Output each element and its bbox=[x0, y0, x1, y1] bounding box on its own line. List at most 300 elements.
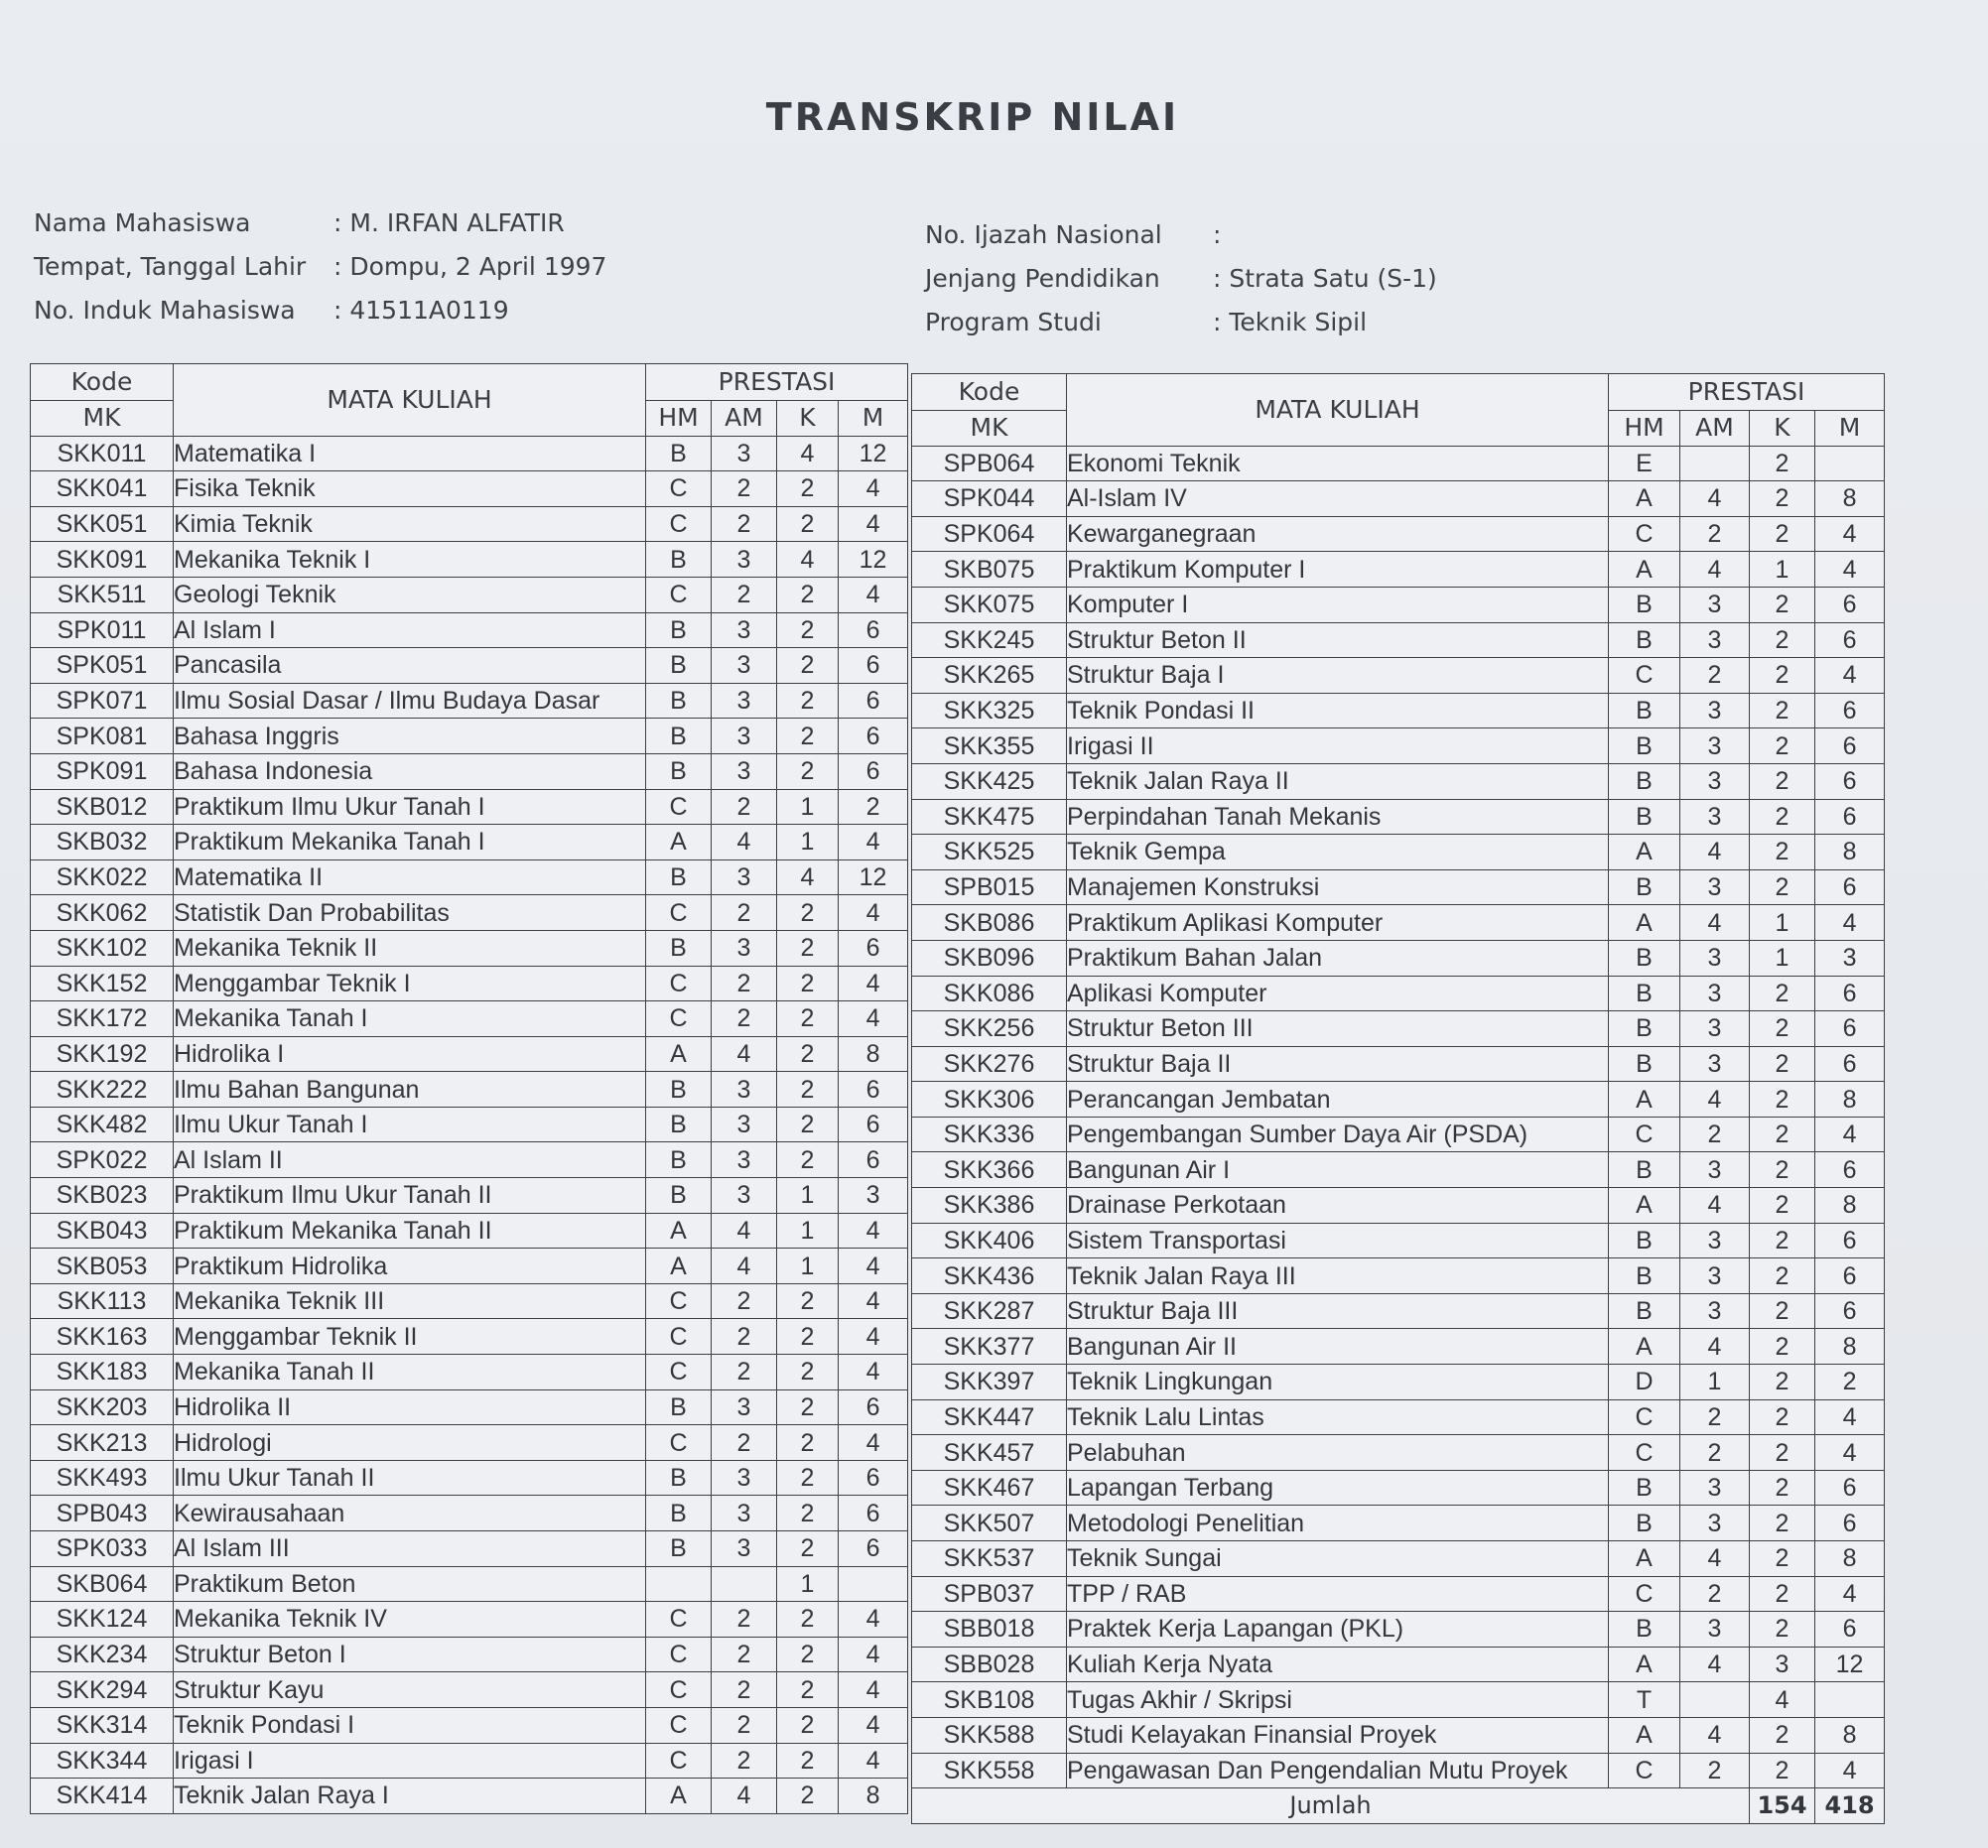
total-credits: 154 bbox=[1750, 1788, 1815, 1824]
header-mk: MK bbox=[31, 401, 174, 437]
grade-point: 3 bbox=[1680, 587, 1750, 622]
grade-point: 3 bbox=[712, 612, 777, 648]
quality-points: 3 bbox=[839, 1178, 908, 1214]
credits: 3 bbox=[1750, 1647, 1815, 1682]
quality-points: 6 bbox=[839, 648, 908, 684]
grade-letter: C bbox=[1609, 1117, 1680, 1152]
table-row bbox=[31, 1178, 908, 1214]
course-name: Al Islam I bbox=[174, 612, 646, 648]
course-code: SKK256 bbox=[912, 1011, 1067, 1047]
grade-point: 3 bbox=[712, 1389, 777, 1425]
quality-points: 6 bbox=[839, 1460, 908, 1496]
table-row bbox=[912, 693, 1885, 728]
grade-letter: B bbox=[646, 753, 712, 789]
course-name: Struktur Beton III bbox=[1067, 1011, 1609, 1047]
course-code: SKB023 bbox=[31, 1178, 174, 1214]
course-code: SBB028 bbox=[912, 1647, 1067, 1682]
quality-points: 6 bbox=[1815, 622, 1885, 658]
grade-point bbox=[712, 1566, 777, 1602]
course-code: SKK102 bbox=[31, 930, 174, 966]
credits: 2 bbox=[1750, 693, 1815, 728]
credits: 1 bbox=[1750, 905, 1815, 941]
table-row bbox=[31, 1001, 908, 1037]
document-title: TRANSKRIP NILAI bbox=[765, 95, 1180, 139]
credits: 2 bbox=[1750, 1258, 1815, 1294]
quality-points: 6 bbox=[1815, 1152, 1885, 1188]
credits: 2 bbox=[1750, 622, 1815, 658]
quality-points: 6 bbox=[1815, 799, 1885, 835]
credits: 2 bbox=[1750, 658, 1815, 694]
credits: 2 bbox=[777, 1531, 839, 1567]
course-name: Struktur Baja II bbox=[1067, 1046, 1609, 1082]
credits: 2 bbox=[1750, 1541, 1815, 1577]
credits: 1 bbox=[777, 1566, 839, 1602]
course-code: SKK475 bbox=[912, 799, 1067, 835]
course-name: Mekanika Teknik II bbox=[174, 930, 646, 966]
grade-letter: C bbox=[646, 895, 712, 931]
header-hm: HM bbox=[1609, 411, 1680, 447]
grade-letter: C bbox=[646, 1425, 712, 1461]
table-row bbox=[912, 622, 1885, 658]
course-code: SKK163 bbox=[31, 1319, 174, 1355]
credits: 2 bbox=[777, 895, 839, 931]
grade-point: 4 bbox=[712, 1249, 777, 1284]
grade-point: 2 bbox=[712, 506, 777, 542]
table-row bbox=[912, 1682, 1885, 1718]
grade-letter: C bbox=[646, 506, 712, 542]
course-code: SKK051 bbox=[31, 506, 174, 542]
quality-points: 3 bbox=[1815, 940, 1885, 976]
course-name: Mekanika Teknik I bbox=[174, 542, 646, 578]
quality-points: 6 bbox=[1815, 1011, 1885, 1047]
grade-point: 2 bbox=[1680, 1399, 1750, 1435]
grade-letter: B bbox=[1609, 1506, 1680, 1541]
course-name: Perancangan Jembatan bbox=[1067, 1082, 1609, 1118]
course-name: Metodologi Penelitian bbox=[1067, 1506, 1609, 1541]
credits: 2 bbox=[777, 1389, 839, 1425]
header-k: K bbox=[777, 401, 839, 437]
credits: 2 bbox=[777, 506, 839, 542]
credits: 2 bbox=[1750, 799, 1815, 835]
credits: 2 bbox=[777, 1602, 839, 1638]
quality-points: 4 bbox=[839, 1707, 908, 1743]
grade-point: 3 bbox=[712, 859, 777, 895]
grade-point: 2 bbox=[712, 1425, 777, 1461]
course-code: SKK062 bbox=[31, 895, 174, 931]
grade-point: 2 bbox=[712, 789, 777, 825]
course-code: SKK213 bbox=[31, 1425, 174, 1461]
table-row bbox=[31, 1779, 908, 1814]
grade-letter: T bbox=[1609, 1682, 1680, 1718]
course-code: SPB064 bbox=[912, 446, 1067, 481]
credits: 2 bbox=[1750, 1576, 1815, 1612]
quality-points: 2 bbox=[839, 789, 908, 825]
grade-letter: C bbox=[1609, 1399, 1680, 1435]
grade-letter: A bbox=[646, 1036, 712, 1072]
credits: 2 bbox=[1750, 763, 1815, 799]
table-row bbox=[31, 1743, 908, 1779]
grade-letter: B bbox=[1609, 940, 1680, 976]
course-code: SKK457 bbox=[912, 1435, 1067, 1471]
grade-point: 3 bbox=[1680, 1293, 1750, 1329]
course-code: SKK525 bbox=[912, 835, 1067, 870]
quality-points: 6 bbox=[1815, 763, 1885, 799]
course-name: Praktikum Ilmu Ukur Tanah II bbox=[174, 1178, 646, 1214]
course-code: SKK306 bbox=[912, 1082, 1067, 1118]
quality-points: 4 bbox=[1815, 905, 1885, 941]
totals-row bbox=[912, 1788, 1885, 1824]
table-row bbox=[912, 552, 1885, 588]
course-code: SKK022 bbox=[31, 859, 174, 895]
credits: 2 bbox=[777, 612, 839, 648]
credits: 2 bbox=[777, 719, 839, 754]
grade-point: 3 bbox=[1680, 1506, 1750, 1541]
table-row bbox=[31, 1107, 908, 1142]
course-code: SKK493 bbox=[31, 1460, 174, 1496]
quality-points: 6 bbox=[839, 1107, 908, 1142]
grade-letter: C bbox=[1609, 516, 1680, 552]
quality-points: 4 bbox=[839, 1213, 908, 1249]
table-row bbox=[912, 1647, 1885, 1682]
course-name: Mekanika Tanah I bbox=[174, 1001, 646, 1037]
header-hm: HM bbox=[646, 401, 712, 437]
grade-point: 3 bbox=[1680, 1046, 1750, 1082]
grade-point: 3 bbox=[712, 1072, 777, 1108]
grade-point bbox=[1680, 1682, 1750, 1718]
grade-point: 2 bbox=[712, 577, 777, 612]
course-name: Drainase Perkotaan bbox=[1067, 1188, 1609, 1224]
grade-point: 1 bbox=[1680, 1365, 1750, 1400]
grade-letter: B bbox=[1609, 1612, 1680, 1648]
course-code: SKK344 bbox=[31, 1743, 174, 1779]
quality-points: 4 bbox=[839, 1355, 908, 1390]
quality-points: 4 bbox=[1815, 1576, 1885, 1612]
course-name: Mekanika Tanah II bbox=[174, 1355, 646, 1390]
table-row bbox=[912, 976, 1885, 1011]
quality-points: 6 bbox=[1815, 976, 1885, 1011]
grade-point: 3 bbox=[1680, 622, 1750, 658]
header-kode: Kode bbox=[31, 364, 174, 401]
course-name: Pancasila bbox=[174, 648, 646, 684]
grade-letter: C bbox=[646, 1672, 712, 1708]
grade-letter: A bbox=[646, 825, 712, 860]
quality-points: 4 bbox=[1815, 516, 1885, 552]
grade-point: 4 bbox=[1680, 481, 1750, 517]
quality-points: 4 bbox=[839, 1602, 908, 1638]
course-code: SKB075 bbox=[912, 552, 1067, 588]
header-mata-kuliah: MATA KULIAH bbox=[1067, 374, 1609, 447]
course-name: Kewarganegraan bbox=[1067, 516, 1609, 552]
table-row bbox=[912, 763, 1885, 799]
course-name: Kuliah Kerja Nyata bbox=[1067, 1647, 1609, 1682]
course-name: Ilmu Bahan Bangunan bbox=[174, 1072, 646, 1108]
quality-points: 8 bbox=[1815, 1329, 1885, 1365]
table-row bbox=[912, 1470, 1885, 1506]
course-code: SPK051 bbox=[31, 648, 174, 684]
course-name: Irigasi I bbox=[174, 1743, 646, 1779]
grade-letter: C bbox=[646, 577, 712, 612]
course-code: SKK124 bbox=[31, 1602, 174, 1638]
grade-letter: B bbox=[1609, 799, 1680, 835]
credits: 4 bbox=[1750, 1682, 1815, 1718]
grade-point: 2 bbox=[712, 1707, 777, 1743]
course-code: SKB064 bbox=[31, 1566, 174, 1602]
course-name: Praktikum Mekanika Tanah II bbox=[174, 1213, 646, 1249]
grade-letter: C bbox=[646, 1707, 712, 1743]
credits: 2 bbox=[777, 1637, 839, 1672]
credits: 2 bbox=[1750, 516, 1815, 552]
course-name: Struktur Baja I bbox=[1067, 658, 1609, 694]
table-row bbox=[31, 1283, 908, 1319]
grade-point: 2 bbox=[712, 1743, 777, 1779]
table-row bbox=[31, 1319, 908, 1355]
quality-points: 8 bbox=[1815, 1541, 1885, 1577]
credits: 1 bbox=[1750, 552, 1815, 588]
quality-points: 2 bbox=[1815, 1365, 1885, 1400]
course-name: Al Islam II bbox=[174, 1142, 646, 1178]
grade-letter: C bbox=[646, 789, 712, 825]
table-row bbox=[31, 612, 908, 648]
credits: 2 bbox=[1750, 1435, 1815, 1471]
header-kode: Kode bbox=[912, 374, 1067, 411]
grade-letter: B bbox=[1609, 728, 1680, 764]
grade-letter: B bbox=[646, 930, 712, 966]
credits: 2 bbox=[777, 1743, 839, 1779]
course-name: Ilmu Sosial Dasar / Ilmu Budaya Dasar bbox=[174, 683, 646, 719]
course-code: SKK436 bbox=[912, 1258, 1067, 1294]
course-code: SPK071 bbox=[31, 683, 174, 719]
grade-letter: A bbox=[1609, 552, 1680, 588]
grade-point: 3 bbox=[1680, 728, 1750, 764]
grade-point: 2 bbox=[1680, 1117, 1750, 1152]
table-row bbox=[912, 1223, 1885, 1258]
credits: 2 bbox=[777, 966, 839, 1001]
course-name: Pelabuhan bbox=[1067, 1435, 1609, 1471]
credits: 2 bbox=[777, 1355, 839, 1390]
credits: 2 bbox=[1750, 1152, 1815, 1188]
quality-points bbox=[839, 1566, 908, 1602]
quality-points: 8 bbox=[1815, 481, 1885, 517]
course-code: SKK172 bbox=[31, 1001, 174, 1037]
table-row bbox=[912, 1506, 1885, 1541]
grade-point: 2 bbox=[1680, 658, 1750, 694]
table-row bbox=[912, 1046, 1885, 1082]
student-info-right bbox=[925, 212, 1437, 343]
prodi-row bbox=[925, 300, 1437, 343]
header-am: AM bbox=[712, 401, 777, 437]
course-code: SKK245 bbox=[912, 622, 1067, 658]
grade-letter: A bbox=[1609, 1082, 1680, 1118]
course-name: Praktikum Ilmu Ukur Tanah I bbox=[174, 789, 646, 825]
grade-point: 3 bbox=[1680, 976, 1750, 1011]
grade-letter: B bbox=[646, 719, 712, 754]
credits: 2 bbox=[1750, 976, 1815, 1011]
table-row bbox=[912, 1717, 1885, 1753]
credits: 2 bbox=[1750, 1399, 1815, 1435]
table-row bbox=[912, 940, 1885, 976]
student-name-value: : M. IRFAN ALFATIR bbox=[333, 207, 565, 237]
right-grades-table bbox=[911, 373, 1885, 1824]
table-row bbox=[912, 516, 1885, 552]
quality-points: 6 bbox=[1815, 1470, 1885, 1506]
nim-value: : 41511A0119 bbox=[333, 295, 509, 325]
table-row bbox=[912, 1293, 1885, 1329]
credits: 2 bbox=[777, 471, 839, 507]
table-row bbox=[912, 1011, 1885, 1047]
jenjang-row bbox=[925, 256, 1437, 300]
course-name: Kewirausahaan bbox=[174, 1496, 646, 1531]
course-name: Studi Kelayakan Finansial Proyek bbox=[1067, 1717, 1609, 1753]
grade-point: 3 bbox=[1680, 1011, 1750, 1047]
table-row bbox=[912, 1612, 1885, 1648]
table-row bbox=[31, 648, 908, 684]
grade-letter: C bbox=[646, 1602, 712, 1638]
grade-letter: A bbox=[1609, 1188, 1680, 1224]
quality-points: 12 bbox=[1815, 1647, 1885, 1682]
credits: 4 bbox=[777, 436, 839, 471]
course-name: Teknik Lingkungan bbox=[1067, 1365, 1609, 1400]
credits: 1 bbox=[777, 825, 839, 860]
course-code: SKK091 bbox=[31, 542, 174, 578]
course-code: SKK366 bbox=[912, 1152, 1067, 1188]
credits: 2 bbox=[1750, 481, 1815, 517]
credits: 2 bbox=[1750, 728, 1815, 764]
course-code: SKK287 bbox=[912, 1293, 1067, 1329]
grade-point: 4 bbox=[712, 825, 777, 860]
course-code: SKB086 bbox=[912, 905, 1067, 941]
grade-letter: C bbox=[646, 1743, 712, 1779]
course-code: SKB096 bbox=[912, 940, 1067, 976]
course-code: SKK075 bbox=[912, 587, 1067, 622]
grade-point: 2 bbox=[1680, 1435, 1750, 1471]
course-code: SKK183 bbox=[31, 1355, 174, 1390]
grade-letter: C bbox=[646, 471, 712, 507]
grade-letter: B bbox=[646, 612, 712, 648]
course-code: SPK011 bbox=[31, 612, 174, 648]
table-row bbox=[912, 1365, 1885, 1400]
prodi-value: : Teknik Sipil bbox=[1213, 307, 1368, 336]
course-code: SKK222 bbox=[31, 1072, 174, 1108]
course-name: Bahasa Indonesia bbox=[174, 753, 646, 789]
table-row bbox=[912, 1152, 1885, 1188]
course-name: Struktur Beton II bbox=[1067, 622, 1609, 658]
grade-point: 2 bbox=[712, 966, 777, 1001]
nim-row bbox=[34, 288, 606, 331]
grade-letter: B bbox=[646, 1142, 712, 1178]
grade-letter: A bbox=[646, 1213, 712, 1249]
ijazah-value: : bbox=[1213, 219, 1222, 249]
grade-point: 4 bbox=[1680, 1188, 1750, 1224]
course-code: SKK011 bbox=[31, 436, 174, 471]
grade-point: 3 bbox=[1680, 1612, 1750, 1648]
table-row bbox=[31, 719, 908, 754]
course-code: SPK064 bbox=[912, 516, 1067, 552]
course-code: SKK414 bbox=[31, 1779, 174, 1814]
quality-points: 4 bbox=[1815, 1117, 1885, 1152]
table-row bbox=[31, 1531, 908, 1567]
header-prestasi: PRESTASI bbox=[1609, 374, 1885, 411]
course-code: SKK086 bbox=[912, 976, 1067, 1011]
course-code: SKK041 bbox=[31, 471, 174, 507]
credits: 2 bbox=[1750, 1612, 1815, 1648]
quality-points: 6 bbox=[1815, 693, 1885, 728]
grade-letter: A bbox=[1609, 481, 1680, 517]
table-row bbox=[31, 1072, 908, 1108]
credits: 1 bbox=[1750, 940, 1815, 976]
credits: 1 bbox=[777, 1213, 839, 1249]
header-prestasi: PRESTASI bbox=[646, 364, 908, 401]
grade-point: 2 bbox=[712, 1319, 777, 1355]
ijazah-row bbox=[925, 212, 1437, 256]
quality-points: 8 bbox=[1815, 1082, 1885, 1118]
course-name: Teknik Jalan Raya I bbox=[174, 1779, 646, 1814]
grade-point: 3 bbox=[1680, 1152, 1750, 1188]
grade-point: 4 bbox=[1680, 1717, 1750, 1753]
grade-point: 2 bbox=[712, 1602, 777, 1638]
grade-letter: B bbox=[646, 1389, 712, 1425]
course-code: SPB043 bbox=[31, 1496, 174, 1531]
course-code: SKB053 bbox=[31, 1249, 174, 1284]
course-name: Sistem Transportasi bbox=[1067, 1223, 1609, 1258]
table-row bbox=[912, 1576, 1885, 1612]
course-name: Teknik Pondasi II bbox=[1067, 693, 1609, 728]
grade-letter: A bbox=[1609, 1541, 1680, 1577]
course-code: SKB012 bbox=[31, 789, 174, 825]
course-name: Manajemen Konstruksi bbox=[1067, 869, 1609, 905]
credits: 2 bbox=[777, 648, 839, 684]
quality-points: 12 bbox=[839, 436, 908, 471]
grade-letter: C bbox=[646, 1637, 712, 1672]
quality-points: 4 bbox=[839, 1249, 908, 1284]
quality-points: 6 bbox=[1815, 587, 1885, 622]
course-code: SKK355 bbox=[912, 728, 1067, 764]
quality-points: 4 bbox=[839, 1743, 908, 1779]
quality-points: 4 bbox=[1815, 658, 1885, 694]
grade-point: 3 bbox=[1680, 1258, 1750, 1294]
grade-point bbox=[1680, 446, 1750, 481]
table-row bbox=[31, 1460, 908, 1496]
credits: 1 bbox=[777, 1178, 839, 1214]
course-name: Matematika II bbox=[174, 859, 646, 895]
total-points: 418 bbox=[1815, 1788, 1885, 1824]
course-code: SKK511 bbox=[31, 577, 174, 612]
course-code: SPK091 bbox=[31, 753, 174, 789]
course-name: Teknik Gempa bbox=[1067, 835, 1609, 870]
grade-letter: A bbox=[1609, 1647, 1680, 1682]
grade-letter: B bbox=[646, 859, 712, 895]
grade-point: 3 bbox=[712, 753, 777, 789]
quality-points: 12 bbox=[839, 859, 908, 895]
grade-point: 3 bbox=[712, 542, 777, 578]
course-name: Aplikasi Komputer bbox=[1067, 976, 1609, 1011]
table-row bbox=[31, 471, 908, 507]
table-row bbox=[31, 789, 908, 825]
student-name-row bbox=[34, 200, 606, 244]
course-code: SBB018 bbox=[912, 1612, 1067, 1648]
credits: 2 bbox=[777, 1283, 839, 1319]
credits: 2 bbox=[1750, 1753, 1815, 1788]
table-row bbox=[912, 446, 1885, 481]
course-code: SKB043 bbox=[31, 1213, 174, 1249]
grade-point: 2 bbox=[712, 471, 777, 507]
course-name: Teknik Lalu Lintas bbox=[1067, 1399, 1609, 1435]
credits: 2 bbox=[1750, 1506, 1815, 1541]
course-name: Praktikum Hidrolika bbox=[174, 1249, 646, 1284]
grade-point: 4 bbox=[1680, 1541, 1750, 1577]
course-name: Al-Islam IV bbox=[1067, 481, 1609, 517]
quality-points: 8 bbox=[839, 1036, 908, 1072]
table-row bbox=[912, 799, 1885, 835]
